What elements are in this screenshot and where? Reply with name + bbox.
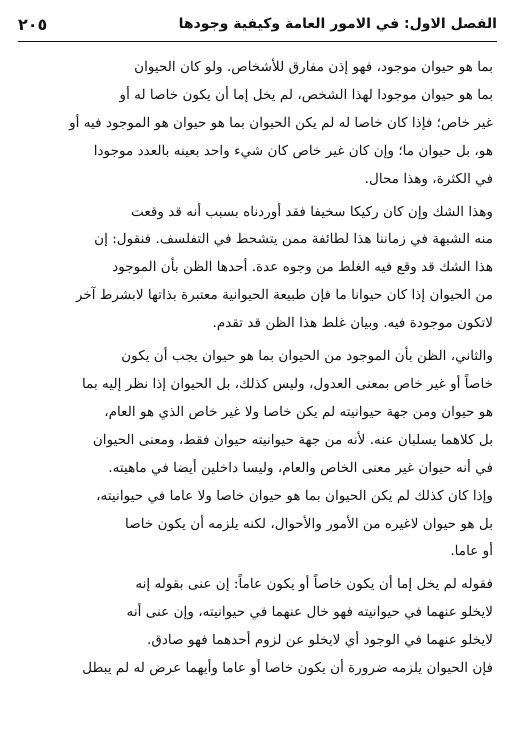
text-line: بما هو حيوان موجودا لهذا الشخص، لم يخل إما أن يكون خاصا له أو (119, 86, 493, 103)
text-line: هو حيوان ومن جهة حيوانيته لم يكن خاصا ولا غير خاص الذي هو العام، (104, 403, 493, 420)
text-line: والثاني، الظن بأن الموجود من الحيوان بما هو حيوان يجب أن يكون (121, 348, 493, 365)
page-number: ٢٠٥ (18, 14, 48, 34)
text-line: لايخلو عنهما في حيوانيته فهو خال عنهما في حيوانيته، وإن عنى أنه (126, 604, 493, 621)
text-line: غير خاص؛ فإذا كان خاصا له لم يكن الحيوان بما هو حيوان هو الموجود فيه أو (69, 114, 493, 131)
text-line: منه الشبهة في زماننا هذا لطائفة ممن يتشحط في التفلسف. فنقول: إن (94, 231, 493, 248)
text-line: بل هو حيوان لاغيره من الأمور والأحوال، لكنه يلزمه أن يكون خاصا (125, 515, 493, 532)
text-line: بل كلاهما يسلبان عنه. لأنه من جهة حيوانيته حيوان فقط، ومعنى الحيوان (92, 431, 493, 448)
paragraph (58, 571, 493, 683)
text-line: فإن الحيوان يلزمه ضرورة أن يكون خاصا أو عاما وأيهما عرض له لم يبطل (82, 660, 493, 677)
text-line: من الحيوان إذا كان حيوانا ما فإن طبيعة الحيوانية معتبرة بذاتها لابشرط آخر (75, 287, 493, 304)
text-line: بما هو حيوان موجود، فهو إذن مفارق للأشخاص. ولو كان الحيوان (134, 59, 493, 75)
page-header (18, 12, 497, 36)
text-line: فقوله لم يخل إما أن يكون خاصاً أو يكون عاماً: إن عنى بقوله إنه (135, 576, 493, 593)
text-line: وهذا الشك وإن كان ركيكا سخيفا فقد أوردناه بسبب أنه قد وقعت (131, 203, 493, 220)
running-title: الفصل الاول: في الامور العامة وكيفية وجودها (178, 16, 497, 32)
text-line: هذا الشك قد وقع فيه الغلط من وجوه عدة. أحدها الظن بأن الموجود (112, 259, 493, 276)
text-line: لاتكون موجودة فيه. وبيان غلط هذا الظن قد تقدم. (212, 315, 493, 332)
text-line: لايخلو عنهما في الوجود أي لايخلو عن لزوم أحدهما فهو صادق. (147, 632, 493, 649)
text-line: وإذا كان كذلك لم يكن الحيوان بما هو حيوان خاصا ولا عاما في حيوانيته، (96, 487, 493, 504)
paragraph (58, 199, 493, 339)
header-rule (18, 41, 497, 42)
paragraph (58, 54, 493, 194)
text-line: في الكثرة، وهذا محال. (364, 170, 493, 187)
paragraph (58, 343, 493, 566)
text-line: أو عاما. (450, 543, 493, 560)
text-line: هو، بل حيوان ما؛ وإن كان غير خاص كان شيء واحد بعينه بالعدد موجودا (93, 142, 493, 159)
text-line: خاصاً أو غير خاص بمعنى العدول، وليس كذلك، بل الحيوان إذا نظر إليه بما (81, 375, 493, 392)
text-line: في أنه حيوان غير معنى الخاص والعام، وليسا داخلين أيضا في ماهيته. (108, 459, 493, 476)
body-text (58, 54, 493, 683)
